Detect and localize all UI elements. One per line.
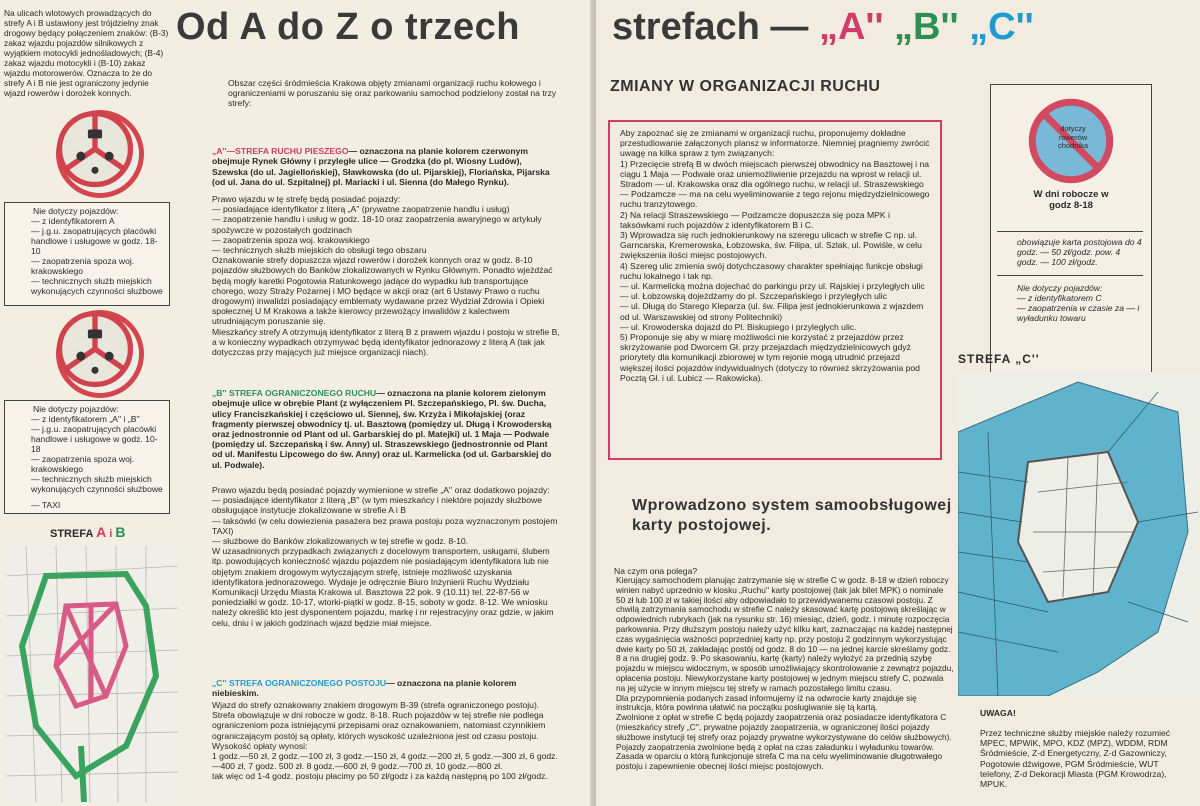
uwaga-text: Przez techniczne służby miejskie należy rozumieć MPEC, MPWiK, MPO, KDZ (MPZ), WDDM, RDM Śródmieście, Z-d Energetyczny, Z-d Gazowniczy, Pogotowie dźwigowe, PGM Śródmieście, WUT telefony, Z-d Dekoracji Miasta (PGM Krowodrza), MPUK. <box>980 728 1171 790</box>
strefa-a-heading: „A''—STREFA RUCHU PIESZEGO <box>212 146 349 157</box>
intro-text: Na ulicach wlotowych prowadzących do strefy A i B ustawiony jest trójdzielny znak drogowy będący połączeniem znaków: (B-3) zakaz wjazdu pojazdów silnikowych z wyjątkiem motocykli jednośladowych; (B-4) zakaz wjazdu motocykli i (B-10) zakaz wjazdu motorowerów. Oznacza to że do strefy A i B nie jest ograniczony jedynie wjazd rowerów i dorożek konnych. <box>4 8 169 98</box>
divider <box>997 275 1143 276</box>
title-zone-b: „B'' <box>894 6 959 48</box>
exemptions-c-item: — z identyfikatorem C <box>1017 293 1102 303</box>
exemptions-box-a-item: — zaopatrzenia spoza woj. krakowskiego <box>31 256 135 277</box>
strefa-a-description: — oznaczona na planie kolorem czerwonym obejmuje Rynek Główny i przyległe ulice — Grodzka (do pl. Wiosny Ludów), Szewska (do ul. Jagiellońskiej), Sławkowska (do ul. Pijarskiej), Floriańska, Pijarska (od ul. Jana do ul. Szpitalnej) pl. Mariacki i ul. Sienna (do Małego Rynku). <box>212 146 550 187</box>
changes-box <box>608 120 942 460</box>
no-entry-sign-icon <box>56 310 134 388</box>
title-word: strefach — <box>612 6 809 48</box>
strefa-c-heading: „C'' STREFA OGRANICZONEGO POSTOJU <box>212 678 387 689</box>
page-title-left: Od A do Z o trzech <box>176 6 520 48</box>
strefa-ab-prefix: STREFA <box>50 528 93 540</box>
page-title-right <box>612 6 1034 49</box>
exemptions-box-ab-title: Nie dotyczy pojazdów: <box>33 404 119 414</box>
strefa-ab-i: i <box>109 528 113 540</box>
right-page <box>596 0 1200 806</box>
section-heading: ZMIANY W ORGANIZACJI RUCHU <box>610 78 881 95</box>
title-zone-c: „C'' <box>969 6 1034 48</box>
strefa-b-section <box>212 378 560 470</box>
strefa-ab-b: B <box>115 524 126 540</box>
map-c-drawing <box>958 372 1198 696</box>
exemptions-box-ab-item: — zaopatrzenia spoza woj. krakowskiego <box>31 454 135 475</box>
strefa-a-section <box>212 136 560 187</box>
strefa-ab-a: A <box>96 524 107 540</box>
strefa-b-description: — oznaczona na planie kolorem zielonym obejmuje ulice w obrębie Plant (z wyłączeniem Pl. Szczepańskiego, Pl. św. Ducha, ulicy Franciszkańskiej i częściowo ul. Siennej, św. Krzyża i Mikołajskiej (oraz fragmenty pierwszej obwodnicy tj. ul. Basztową (pomiędzy ul. Długą i Krowoderską oraz jednostronnie od Plant od ul. Garbarskiej do pl. Matejki) ul. 1 Maja — Podwale (pomiędzy ul. Szczepańską i św. Anny) ul. Straszewskiego (jednostronnie od Plant od ul. Manifestu Lipcowego do św. Anny) oraz ul. Karmelicka (od ul. Garbarskiej do ul. Podwale). <box>212 388 552 470</box>
card-intro: Na czym ona polega? <box>614 566 698 576</box>
strefa-c-section <box>212 668 560 699</box>
exemptions-box-ab-item: — TAXI <box>31 500 61 510</box>
exemptions-box-ab-item: — j.g.u. zaopatrujących placówki handlowe i usługowe w godz. 10-18 <box>31 424 158 455</box>
sign-c-label: W dni robocze w godz 8-18 <box>1033 189 1109 211</box>
title-zone-a: „A'' <box>818 6 884 48</box>
exemptions-c-title: Nie dotyczy pojazdów: <box>1017 283 1103 293</box>
exemptions-box-a-item: — technicznych służb miejskich wykonujących czynności służbowe <box>31 276 163 297</box>
map-zone-c <box>958 372 1198 696</box>
strefa-a-rules: Prawo wjazdu w tę strefę będą posiadać pojazdy: — posiadające identyfikator z literą „A'' (prywatne zaopatrzenie handlu i usług) — zaopatrzenie handlu i usług w godz. 18-10 oraz zaopatrzenia awaryjnego w artykuły spożywcze w pozostałych godzinach — zaopatrzenia spoza woj. krakowskiego — technicznych służb miejskich do obsługi tego obszaru Oznakowanie strefy dopuszcza wjazd rowerów i dorożek konnych oraz w godz. 8-10 pojazdów służbowych do Banków zlokalizowanych w Rynku Głównym. Ponadto wjeżdżać będą mogły karetki Pogotowia Ratunkowego jadące do wypadku lub transportujące chorego, wozy Straży Pożarnej i MO będące w akcji oraz (art 6 Ustawy Prawo o ruchu drogowym) inwalidzi posiadający emblematy wydawane przez Wydział Zdrowia i Opieki społecznej U M Krakowa a także kierowcy przewożący inwalidów z kalectwem utrudniającym poruszanie się. Mieszkańcy strefy A otrzymują identyfikator z literą B z prawem wjazdu i postoju w strefie B, a w konieczny wypadkach otrzymywać będą identyfikator jednorazowy z literą A (tak jak dotyczczas przy mających już miejsce organizacji niach). <box>212 194 560 358</box>
strefa-b-rules: Prawo wjazdu będą posiadać pojazdy wymienione w strefie „A'' oraz dodatkowo pojazdy: — posiadające identyfikator z literą „B'' (w tym mieszkańcy i niektóre pojazdy służbowe obsługujące instytucje zlokalizowane w strefie A i B — taksówki (w celu dowiezienia pasażera bez prawa postoju poza wyznaczonym postojem TAXI) — służbowe do Banków zlokalizowanych w tej strefie w godz. 8-10. W uzasadnionych przypadkach związanych z docelowym transportem, usługami, ślubem itp. powodujących konieczność wjazdu pojazdem nie posiadającym identyfikatora lub nie objętym znakiem drogowym wytyczającym strefę, istnieje możliwość uzyskania identyfikatora jednorazowego. Wydaje je odręcznie Biuro Inżynierii Ruchu Wydziału Komunikacji Urzędu Miasta Krakowa ul. Basztowa 22 pok. 9 (10.11) tel. 22-87-56 w poniedziałki w godz. 10-17, wtorki-piątki w godz. 8-15, soboty w godz. 8-12. We wniosku należy określić kto jest dysponentem pojazdu, markę i nr rejestracyjny oraz gdzie, w jakim celu, dniu i w jakich godzinach wjazd będzie miał miejsce. <box>212 485 558 628</box>
no-vehicles-sign-2 <box>56 310 144 398</box>
strefa-c-rules: Wjazd do strefy oznakowany znakiem drogowym B-39 (strefa ograniczonego postoju). Strefa obowiązuje w dni robocze w godz. 8-18. Ruch pojazdów w tej strefie nie podlega ograniczeniom poza istniejącymi przepisami oraz oznakowaniem, natomiast czynnikiem ograniczającym postój są opłaty, których wysokość uzależniona jest od czasu postoju. Wysokość opłaty wynosi: 1 godz.—50 zł, 2 godz.—100 zł, 3 godz.—150 zł, 4 godz.—200 zł, 5 godz.—300 zł, 6 godz.—400 zł, 7 godz. 500 zł. 8 godz.—600 zł, 9 godz.—700 zł, 10 godz.—800 zł. tak więc od 1-4 godz. postoju płacimy po 50 zł/godz i za każdą następną po 100 zł/godz. <box>212 700 558 782</box>
exemptions-box-ab-item: — z identyfikatorem „A'' i „B'' <box>31 414 140 424</box>
exemptions-c-item: — zaopatrzenia w czasie za — i wyładunku towaru <box>1017 303 1140 324</box>
divider <box>997 231 1143 232</box>
no-entry-sign-icon <box>56 110 134 188</box>
left-page <box>0 0 592 806</box>
uwaga-title: UWAGA! <box>980 708 1016 718</box>
no-vehicles-sign-1 <box>56 110 144 198</box>
strefa-ab-label <box>50 524 126 540</box>
map-zones-ab <box>6 546 178 802</box>
exemptions-box-a-item: — j.g.u. zaopatrujących placówki handlowe i usługowe w godz. 18-10 <box>31 226 158 257</box>
changes-text: Aby zapoznać się ze zmianami w organizacji ruchu, proponujemy dokładne przestudiowanie załączonych plansz w informatorze. Niemniej pragniemy zwrócić uwagę na kilka spraw z tym związanych: 1) Przecięcie strefą B w dwóch miejscach pierwszej obwodnicy na Basztowej i na ciągu 1 Maja — Podwale oraz uniemożliwienie przejazdu na wprost w relacji ul. Stradom — ul. Krakowska oraz dla ogólnego ruchu, w relacji ul. Straszewskiego — Podzamcze — ma na celu wyeliminowanie z tego rejonu międzydzielnicowego ruchu tranzytowego. 2) Na relacji Straszewskiego — Podzamcze dopuszcza się poza MPK i taksówkami ruch pojazdów z identyfikatorem B i C. 3) Wprowadza się ruch jednokierunkowy na szeregu ulicach w strefie C np. ul. Garncarska, Kremerowska, Łobzowska, św. Filipa, ul. Szlak, ul. Powiśle, w celu zwiększenia ilości miejsc postojowych. 4) Szereg ulic zmienia swój dotychczasowy charakter spełniając funkcje obsługi ruchu lokalnego i tak np. — ul. Karmelicką można dojechać do parkingu przy ul. Rajskiej i przyległych ulic — ul. Łobzowską dojeżdżamy do pl. Szczepańskiego i przyległych ulic — ul. Długą do Starego Kleparza (ul. św. Filipa jest jednokierunkowa z wjazdem od ul. Warszawskiej od strony Politechniki) — ul. Krowoderska dojazd do Pl. Biskupiego i przyległych ulic. 5) Proponuje się aby w miarę możliwości nie korzystać z przejazdów przez skrzyżowanie pod Dworcem Gł. przy przejazdach międzydzielnicowych gdyż priorytety dla komunikacji zbiorowej w tym rejonie mogą utrudnić przejazd większej ilości pojazdów indywidualnych (dotyczy to również skrzyżowania pod Pocztą Gł. i ul. Lubicz — Rakowicka). <box>620 128 930 383</box>
parking-fee-text: obowiązuje karta postojowa do 4 godz. — 50 zł/godz. pow. 4 godz. — 100 zł/godz. <box>1017 237 1142 268</box>
card-text: Kierujący samochodem planując zatrzymanie się w strefie C w godz. 8-18 w dzień roboczy winien nabyć uprzednio w kiosku „Ruchu'' karty postojowej (tak jak bilet MPK) o nominale 50 zł lub 100 zł w takiej ilości aby odpowiadało to przewidywanemu czasowi postoju. Z chwilą zatrzymania samochodu w strefie C należy skasować kartę postojową skreślając w odpowiednich rubrykach (jak na rysunku str. 16) miesiąc, dzień, godz. i minutę rozpoczęcia parkowania. Przy dłuższym postoju należy użyć kilku kart, zaznaczając na każdej następnej czas wygaśnięcia ważności poprzedniej karty np. przy postoju 2 godzinnym wykorzystując dwie karty po 50 zł, zakładając postój od godz. 8 do 10 — na jednej karcie skreślamy godz. 8 a na drugiej godz. 9. Po skasowaniu, kartę (karty) należy wyłożyć za przednią szybę pojazdu w miejscu widocznym, w sposób umożliwiający skontrolowanie z zewnątrz pojazdu, opłacenia postoju. Niewykorzystane karty postojowej w jednym miejscu strefy C, pozwala na jej użycie w innym miejscu tej strefy w ramach pozostałego limitu czasu. Dla przypomnienia podanych zasad informujemy iż na odwrocie karty znajduje się instrukcja, która powinna ułatwić na początku posługiwanie się tą kartą. Zwolnione z opłat w strefie C będą pojazdy zaopatrzenia oraz posiadacze identyfikatora C (mieszkańcy strefy „C'', prywatne pojazdy zaopatrzenia, w ograniczonej ilości pojazdy służbowe instytucji tej strefy oraz pojazdy prywatne wykorzystywane do celów służbowych). Pojazdy zaopatrzenia zwolnione będą z opłat na czas załadunku i wyładunku towarów. Zasada w oparciu o którą funkcjonuje strefa C ma na celu wyeliminowanie długotrwałego postoju i zapewnienie obecnej ilości miejsc postojowych. <box>616 575 954 772</box>
exemptions-box-ab-item: — technicznych służb miejskich wykonujących czynności służbowe <box>31 474 163 495</box>
exemptions-box-ab <box>4 400 170 514</box>
exemptions-box-a <box>4 202 170 306</box>
column-intro: Obszar części śródmieścia Krakowa objęty zmianami organizacji ruchu kołowego i ograniczeniami w poruszaniu się oraz parkowaniu samochod podzielony został na trzy strefy: <box>228 78 557 109</box>
strefa-b-heading: „B'' STREFA OGRANICZONEGO RUCHU <box>212 388 377 399</box>
new-system-heading: Wprowadzono system samoobsługowej karty postojowej. <box>632 497 952 534</box>
sign-text: dotyczy rowerów chodnika <box>1057 124 1089 150</box>
exemptions-box-a-title: Nie dotyczy pojazdów: <box>33 206 119 216</box>
map-ab-drawing <box>6 546 178 802</box>
exemptions-box-a-item: — z identyfikatorem A <box>31 216 115 226</box>
strefa-c-description: — oznaczona na planie kolorem niebieskim. <box>212 678 517 699</box>
strefa-c-map-label: STREFA „C'' <box>958 352 1040 366</box>
